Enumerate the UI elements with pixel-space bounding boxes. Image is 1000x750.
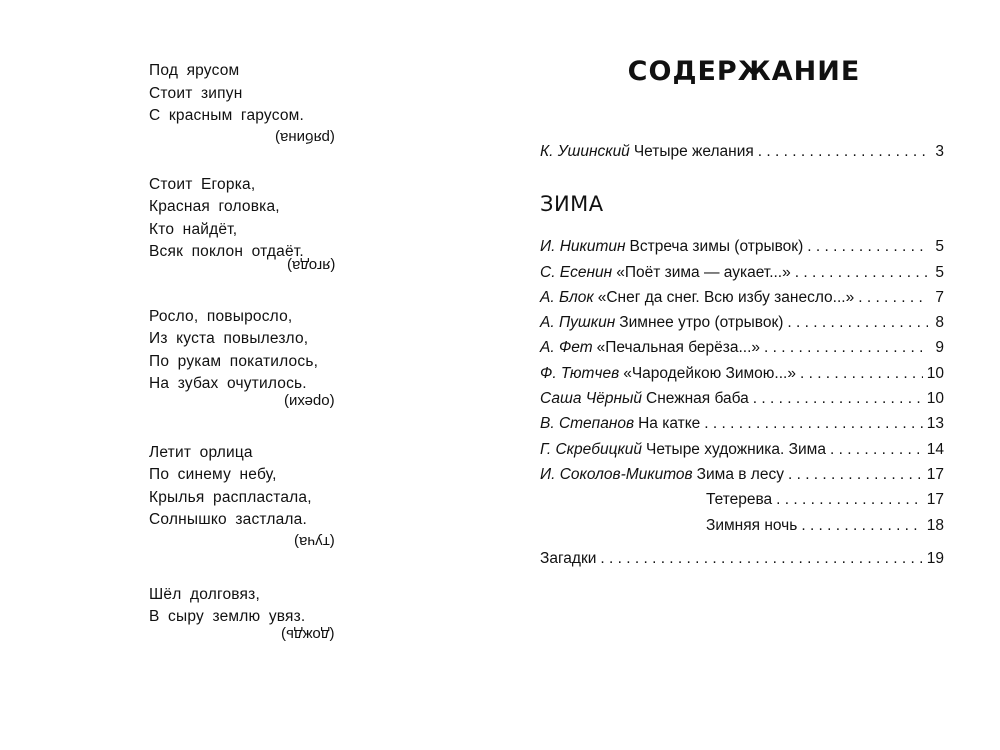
toc-entry[interactable]: [540, 285, 944, 310]
riddle-answer: [149, 128, 349, 146]
riddle: [149, 584, 349, 643]
table-of-contents: [540, 56, 944, 571]
toc-author: К. Ушинский: [540, 143, 630, 160]
riddle-line: В сыру землю увяз.: [149, 608, 306, 625]
toc-author: И. Соколов-Микитов: [540, 465, 693, 483]
riddle-line: По синему небу,: [149, 466, 277, 483]
riddle-answer-text: (туча): [294, 532, 335, 550]
toc-page-number: 10: [926, 390, 944, 408]
toc-leader-dots: [795, 260, 928, 285]
toc-title: «Снег да снег. Всю избу занесло...»: [597, 288, 855, 306]
toc-page-number: 10: [926, 364, 944, 382]
riddle-line: Шёл долговяз,: [149, 585, 260, 603]
toc-author: Ф. Тютчев: [540, 364, 620, 382]
toc-leader-dots: [704, 411, 922, 436]
toc-title: «Печальная берёза...»: [596, 339, 761, 357]
toc-leader-dots: [753, 386, 923, 411]
toc-page-number: 5: [935, 238, 944, 256]
toc-leader-dots: [801, 513, 922, 538]
toc-author: В. Степанов: [540, 415, 635, 433]
riddle-line: Из куста повылезло,: [149, 330, 309, 347]
toc-title: Снежная баба: [646, 390, 749, 408]
riddle-line: На зубах очутилось.: [149, 375, 307, 392]
section-heading: ЗИМА: [540, 192, 604, 217]
toc-page-number: 8: [935, 314, 944, 332]
toc-title: Загадки: [540, 549, 597, 567]
riddle-line: Летит орлица: [149, 443, 253, 461]
riddle: [149, 174, 349, 274]
toc-entry[interactable]: [540, 361, 944, 386]
toc-entry[interactable]: [540, 411, 944, 436]
page-title: СОДЕРЖАНИЕ: [627, 56, 861, 87]
toc-title: «Поёт зима — аукает...»: [616, 263, 791, 281]
toc-entry[interactable]: [540, 462, 944, 487]
toc-author: А. Фет: [540, 339, 593, 357]
toc-entry[interactable]: [540, 487, 944, 512]
toc-leader-dots: [764, 335, 928, 360]
toc-leader-dots: [858, 285, 928, 310]
toc-title: Зимняя ночь: [706, 516, 798, 534]
toc-entry[interactable]: [540, 386, 944, 411]
toc-entry[interactable]: [540, 546, 944, 571]
toc-title: Встреча зимы (отрывок): [629, 238, 804, 256]
toc-entry[interactable]: [540, 260, 944, 285]
riddle-line: Крылья распластала,: [149, 488, 312, 506]
toc-leader-dots: [788, 462, 923, 487]
toc-author: Г. Скребицкий: [540, 440, 643, 458]
toc-entry[interactable]: [540, 437, 944, 462]
riddle-line: По рукам покатилось,: [149, 352, 319, 370]
riddle-line: Под ярусом: [149, 62, 240, 79]
toc-leader-dots: [800, 361, 923, 386]
riddle-line: Стоит Егорка,: [149, 175, 256, 193]
toc-entry[interactable]: [540, 335, 944, 360]
toc-page-number: 7: [935, 288, 944, 306]
toc-page-number: 17: [926, 491, 944, 509]
toc-author: А. Блок: [540, 288, 594, 306]
toc-author: Саша Чёрный: [540, 390, 643, 408]
riddle: [149, 306, 349, 410]
toc-leader-dots: [830, 437, 923, 462]
riddle-answer: [149, 625, 349, 643]
riddle-line: Солнышко застлала.: [149, 511, 308, 528]
toc-author: И. Никитин: [540, 238, 626, 256]
riddle-answer: [149, 392, 349, 410]
toc-author: А. Пушкин: [540, 314, 616, 332]
toc-page-number: 3: [935, 143, 944, 160]
toc-title: Четыре художника. Зима: [646, 440, 826, 458]
riddle-answer: [149, 532, 349, 550]
riddle-answer-text: (ягода): [286, 256, 335, 274]
toc-title: Четыре желания: [633, 143, 754, 160]
riddle-answer-text: (рябина): [275, 128, 335, 146]
toc-page-number: 5: [935, 263, 944, 281]
riddle: [149, 60, 349, 146]
riddle-answer: [149, 256, 349, 274]
toc-page-number: 9: [935, 339, 944, 357]
toc-page-number: 13: [926, 415, 944, 433]
toc-title: Тетерева: [706, 491, 773, 509]
riddle: [149, 442, 349, 550]
toc-page-number: 18: [926, 516, 944, 534]
riddle-line: Всяк поклон отдаёт.: [149, 243, 304, 260]
toc-entry[interactable]: [540, 513, 944, 538]
riddle-answer-text: (дождь): [281, 625, 335, 643]
riddle-line: Стоит зипун: [149, 84, 243, 102]
toc-author: С. Есенин: [540, 263, 613, 281]
toc-page-number: 17: [926, 465, 944, 483]
toc-leader-dots: [776, 487, 923, 512]
riddle-line: Росло, повыросло,: [149, 307, 293, 325]
toc-entry[interactable]: [540, 234, 944, 259]
riddle-answer-text: (орехи): [284, 392, 335, 410]
toc-title: Зима в лесу: [696, 465, 784, 483]
toc-leader-dots: [787, 310, 928, 335]
toc-entry[interactable]: [540, 310, 944, 335]
toc-title: На катке: [638, 415, 701, 433]
toc-title: «Чародейкою Зимою...»: [623, 364, 796, 382]
toc-page-number: 14: [926, 440, 944, 458]
toc-entry[interactable]: [540, 139, 944, 164]
toc-page-number: 19: [926, 549, 944, 567]
riddle-line: Красная головка,: [149, 198, 280, 215]
toc-leader-dots: [807, 234, 928, 259]
riddle-line: С красным гарусом.: [149, 107, 304, 124]
riddles-page: [149, 60, 349, 671]
toc-leader-dots: [600, 546, 922, 571]
riddle-line: Кто найдёт,: [149, 220, 238, 238]
toc-leader-dots: [758, 139, 928, 164]
toc-title: Зимнее утро (отрывок): [619, 314, 784, 332]
